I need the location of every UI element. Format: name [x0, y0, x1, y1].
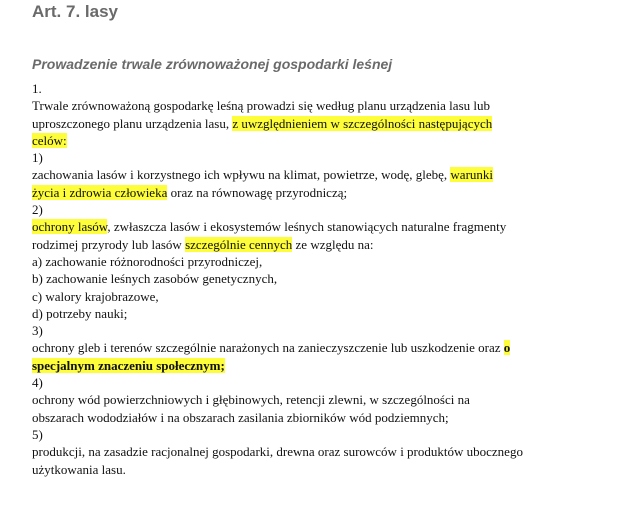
text-span: ochrony gleb i terenów szczególnie narażonych na zanieczyszczenie lub uszkodzenie oraz — [32, 340, 504, 356]
highlighted-text: warunki — [450, 167, 494, 183]
item-line — [32, 339, 607, 356]
highlighted-text: życia i zdrowia człowieka — [32, 184, 168, 200]
item-line: produkcji, na zasadzie racjonalnej gospodarki, drewna oraz surowców i produktów ubocznego — [32, 444, 523, 460]
sub-item-line: d) potrzeby nauki; — [32, 305, 128, 321]
item-number: 3) — [32, 323, 43, 339]
item-line — [32, 236, 607, 253]
text-span: ze względu na: — [292, 236, 374, 252]
item-line — [32, 166, 607, 183]
item-line — [32, 184, 607, 201]
item-number: 1) — [32, 150, 43, 166]
highlighted-text: szczególnie cennych — [185, 236, 293, 252]
paragraph-number: 1. — [32, 81, 42, 96]
item-line — [32, 218, 607, 235]
item-line: użytkowania lasu. — [32, 461, 126, 477]
item-number: 4) — [32, 375, 43, 391]
paragraph-line — [32, 115, 607, 132]
highlighted-text: z uwzględnieniem w szczególności następujących — [232, 115, 493, 131]
item-number: 5) — [32, 426, 43, 442]
paragraph-line: Trwale zrównoważoną gospodarkę leśną prowadzi się według planu urządzenia lasu lub — [32, 98, 490, 114]
text-span: oraz na równowagę przyrodniczą; — [167, 184, 348, 200]
paragraph-line — [32, 132, 607, 149]
sub-item-line: b) zachowanie leśnych zasobów genetycznych, — [32, 271, 278, 287]
highlighted-text: ochrony lasów — [32, 219, 108, 235]
sub-item-line: a) zachowanie różnorodności przyrodniczej, — [32, 253, 263, 269]
item-number: 2) — [32, 202, 43, 218]
highlighted-text: celów: — [32, 132, 67, 148]
highlighted-bold-text: specjalnym znaczeniu społecznym; — [32, 357, 225, 373]
highlighted-bold-text: o — [503, 340, 511, 356]
text-span: , zwłaszcza lasów i ekosystemów leśnych stanowiących naturalne fragmenty — [107, 219, 507, 235]
item-line: ochrony wód powierzchniowych i głębinowych, retencji zlewni, w szczególności na — [32, 392, 470, 408]
text-span: rodzimej przyrody lub lasów — [32, 236, 186, 252]
article-body — [32, 80, 607, 478]
article-title: Art. 7. lasy — [32, 2, 118, 21]
item-line — [32, 357, 607, 374]
text-span: uproszczonego planu urządzenia lasu, — [32, 115, 233, 131]
sub-item-line: c) walory krajobrazowe, — [32, 288, 159, 304]
text-span: zachowania lasów i korzystnego ich wpływu na klimat, powietrze, wodę, glebę, — [32, 167, 451, 183]
item-line: obszarach wododziałów i na obszarach zasilania zbiorników wód podziemnych; — [32, 409, 449, 425]
section-subtitle: Prowadzenie trwale zrównoważonej gospodarki leśnej — [32, 56, 393, 72]
